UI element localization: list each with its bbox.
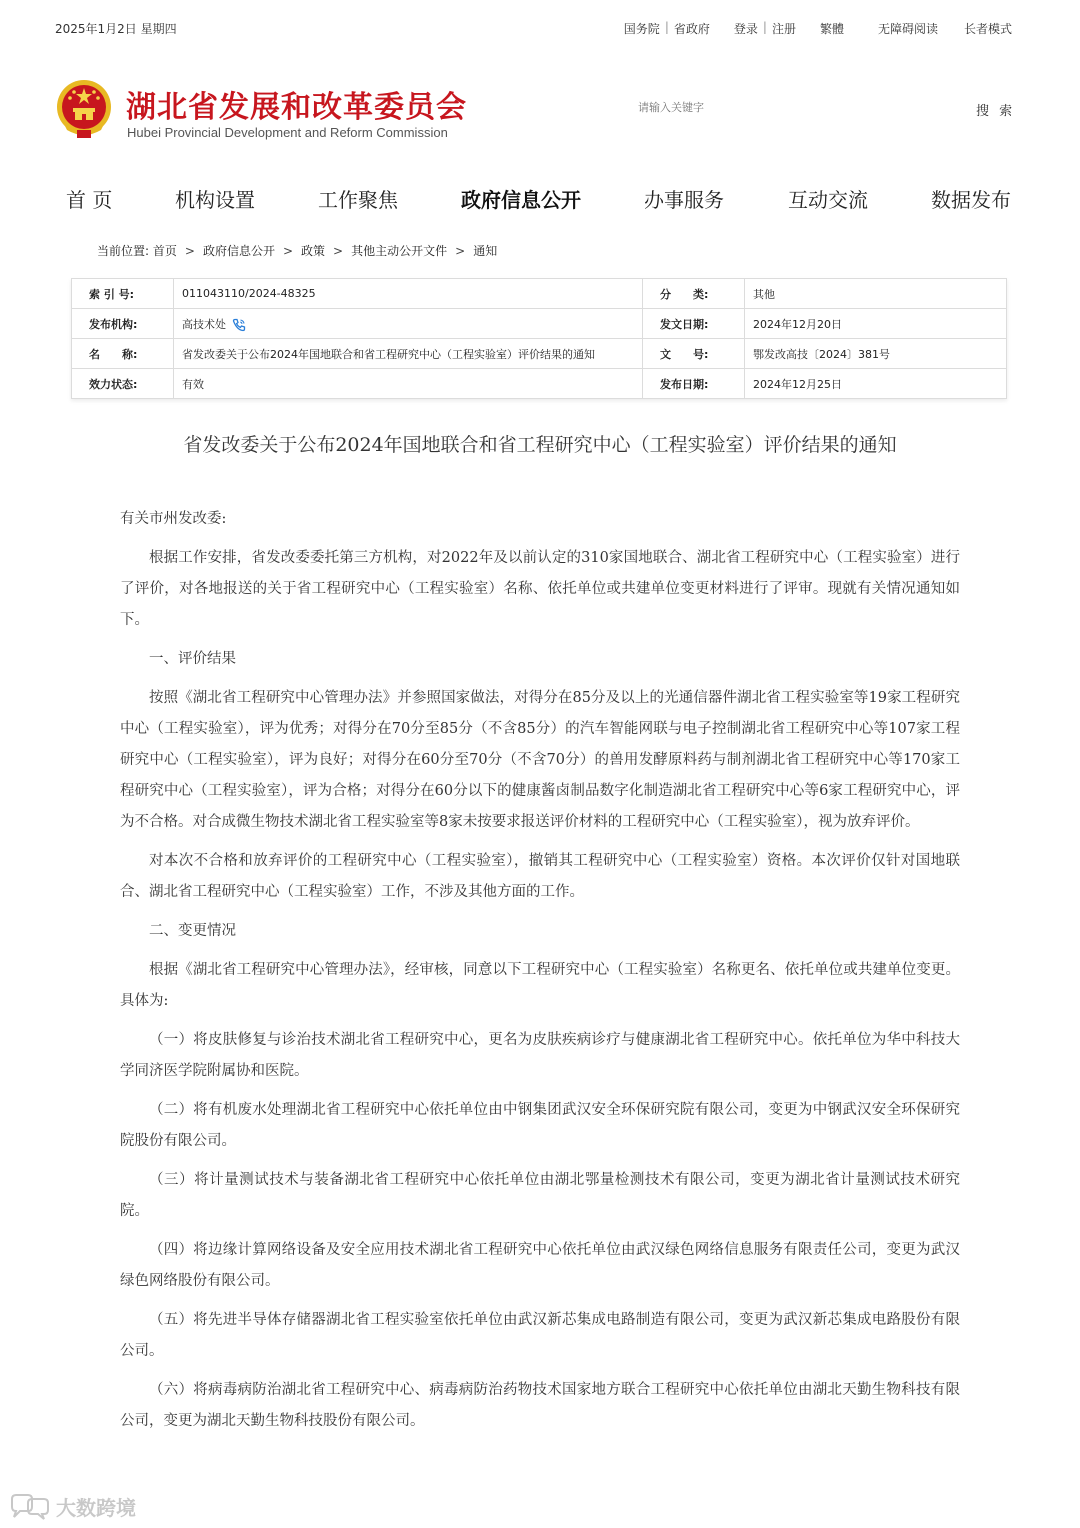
chevron-right-icon: > [333,244,344,258]
chevron-right-icon: > [184,244,195,258]
publish-date-label: 发布日期: [643,369,745,399]
watermark-text: 大数跨境 [56,1496,136,1520]
breadcrumb-item[interactable]: 首页 [152,244,177,258]
doc-name-label: 名 称: [72,339,174,369]
table-row [72,339,1007,369]
top-bar [0,0,1080,56]
search-button[interactable]: 搜 索 [976,104,1016,119]
issue-date-label: 发文日期: [643,309,745,339]
nav-work-focus[interactable]: 工作聚焦 [318,188,398,212]
nav-services[interactable]: 办事服务 [644,188,724,212]
table-row [72,279,1007,309]
link-traditional[interactable]: 繁體 [819,22,844,36]
link-elder-mode[interactable]: 长者模式 [963,22,1012,36]
category-value: 其他 [745,279,1007,309]
breadcrumb-item[interactable]: 政策 [301,244,326,258]
link-province-gov[interactable]: 省政府 [673,22,710,36]
paragraph: 根据《湖北省工程研究中心管理办法》，经审核，同意以下工程研究中心（工程实验室）名称更名、依托单位或共建单位变更。具体为: [120,962,960,1009]
national-emblem-icon[interactable] [55,78,113,140]
doc-number-value: 鄂发改高技〔2024〕381号 [745,339,1007,369]
issue-date-value: 2024年12月20日 [745,309,1007,339]
current-date: 2025年1月2日 星期四 [55,22,177,36]
phone-icon[interactable] [232,318,246,332]
list-item: （六）将病毒病防治湖北省工程研究中心、病毒病防治药物技术国家地方联合工程研究中心依托单位由湖北天勤生物科技有限公司，变更为湖北天勤生物科技股份有限公司。 [120,1382,960,1429]
nav-gov-info[interactable]: 政府信息公开 [461,188,581,212]
list-item: （一）将皮肤修复与诊治技术湖北省工程研究中心，更名为皮肤疾病诊疗与健康湖北省工程研究中心。依托单位为华中科技大学同济医学院附属协和医院。 [120,1032,960,1079]
spacer [796,20,820,37]
divider: | [762,20,767,34]
document-meta-table [71,278,1007,399]
nav-interaction[interactable]: 互动交流 [788,188,868,212]
section-heading: 一、评价结果 [149,651,236,667]
breadcrumb-label: 当前位置: [97,244,150,258]
link-accessible[interactable]: 无障碍阅读 [877,22,938,36]
section-heading: 二、变更情况 [149,923,236,939]
top-links [624,20,1012,37]
index-number-label: 索 引 号: [72,279,174,309]
paragraph: 根据工作安排，省发改委委托第三方机构，对2022年及以前认定的310家国地联合、湖北省工程研究中心（工程实验室）进行了评价，对各地报送的关于省工程研究中心（工程实验室）名称、依托单位或共建单位变更材料进行了评审。现就有关情况通知如下。 [120,550,960,628]
spacer [710,20,734,37]
publish-date-value: 2024年12月25日 [745,369,1007,399]
nav-home[interactable]: 首 页 [66,188,113,212]
link-login[interactable]: 登录 [733,22,758,36]
watermark [8,1492,136,1521]
salutation: 有关市州发改委: [120,511,227,527]
site-header [0,70,1080,150]
breadcrumb-item[interactable]: 政府信息公开 [202,244,275,258]
article-body [120,504,960,1445]
divider: | [664,20,669,34]
search-input[interactable] [636,101,940,115]
list-item: （三）将计量测试技术与装备湖北省工程研究中心依托单位由湖北鄂量检测技术有限公司，变更为湖北省计量测试技术研究院。 [120,1172,960,1219]
breadcrumb [97,242,497,259]
list-item: （五）将先进半导体存储器湖北省工程实验室依托单位由武汉新芯集成电路制造有限公司，变更为武汉新芯集成电路股份有限公司。 [120,1312,960,1359]
paragraph: 按照《湖北省工程研究中心管理办法》并参照国家做法，对得分在85分及以上的光通信器件湖北省工程实验室等19家工程研究中心（工程实验室），评为优秀；对得分在70分至85分（不含85分）的汽车智能网联与电子控制湖北省工程研究中心等107家工程研究中心（工程实验室），评为良好；对得分在60分至70分（不含70分）的兽用发酵原料药与制剂湖北省工程研究中心等170家工程研究中心（工程实验室），评为合格；对得分在60分以下的健康酱卤制品数字化制造湖北省工程研究中心等6家工程研究中心，评为不合格。对合成微生物技术湖北省工程实验室等8家未按要求报送评价材料的工程研究中心（工程实验室），视为放弃评价。 [120,690,960,830]
link-state-council[interactable]: 国务院 [623,22,660,36]
main-nav [0,180,1080,220]
paragraph: 对本次不合格和放弃评价的工程研究中心（工程实验室），撤销其工程研究中心（工程实验室）资格。本次评价仅针对国地联合、湖北省工程研究中心（工程实验室）工作，不涉及其他方面的工作。 [120,853,960,900]
chevron-right-icon: > [455,244,466,258]
site-title-cn[interactable]: 湖北省发展和改革委员会 [126,90,467,125]
breadcrumb-item[interactable]: 其他主动公开文件 [351,244,448,258]
link-register[interactable]: 注册 [771,22,796,36]
nav-organization[interactable]: 机构设置 [175,188,255,212]
site-title-en: Hubei Provincial Development and Reform Commission [127,125,448,140]
publisher-cell [174,309,643,339]
index-number-value: 011043110/2024-48325 [174,279,643,309]
nav-data-release[interactable]: 数据发布 [931,188,1011,212]
spacer [844,20,878,37]
status-value: 有效 [174,369,643,399]
publisher-value: 高技术处 [182,317,226,331]
article-title: 省发改委关于公布2024年国地联合和省工程研究中心（工程实验室）评价结果的通知 [183,434,897,456]
status-label: 效力状态: [72,369,174,399]
publisher-label: 发布机构: [72,309,174,339]
breadcrumb-item[interactable]: 通知 [473,244,498,258]
chat-bubble-logo-icon [8,1493,52,1521]
table-row [72,309,1007,339]
list-item: （二）将有机废水处理湖北省工程研究中心依托单位由中钢集团武汉安全环保研究院有限公司，变更为中钢武汉安全环保研究院股份有限公司。 [120,1102,960,1149]
doc-name-value: 省发改委关于公布2024年国地联合和省工程研究中心（工程实验室）评价结果的通知 [174,339,643,369]
table-row [72,369,1007,399]
spacer [938,20,964,37]
category-label: 分 类: [643,279,745,309]
doc-number-label: 文 号: [643,339,745,369]
list-item: （四）将边缘计算网络设备及安全应用技术湖北省工程研究中心依托单位由武汉绿色网络信息服务有限责任公司，变更为武汉绿色网络股份有限公司。 [120,1242,960,1289]
chevron-right-icon: > [282,244,294,258]
